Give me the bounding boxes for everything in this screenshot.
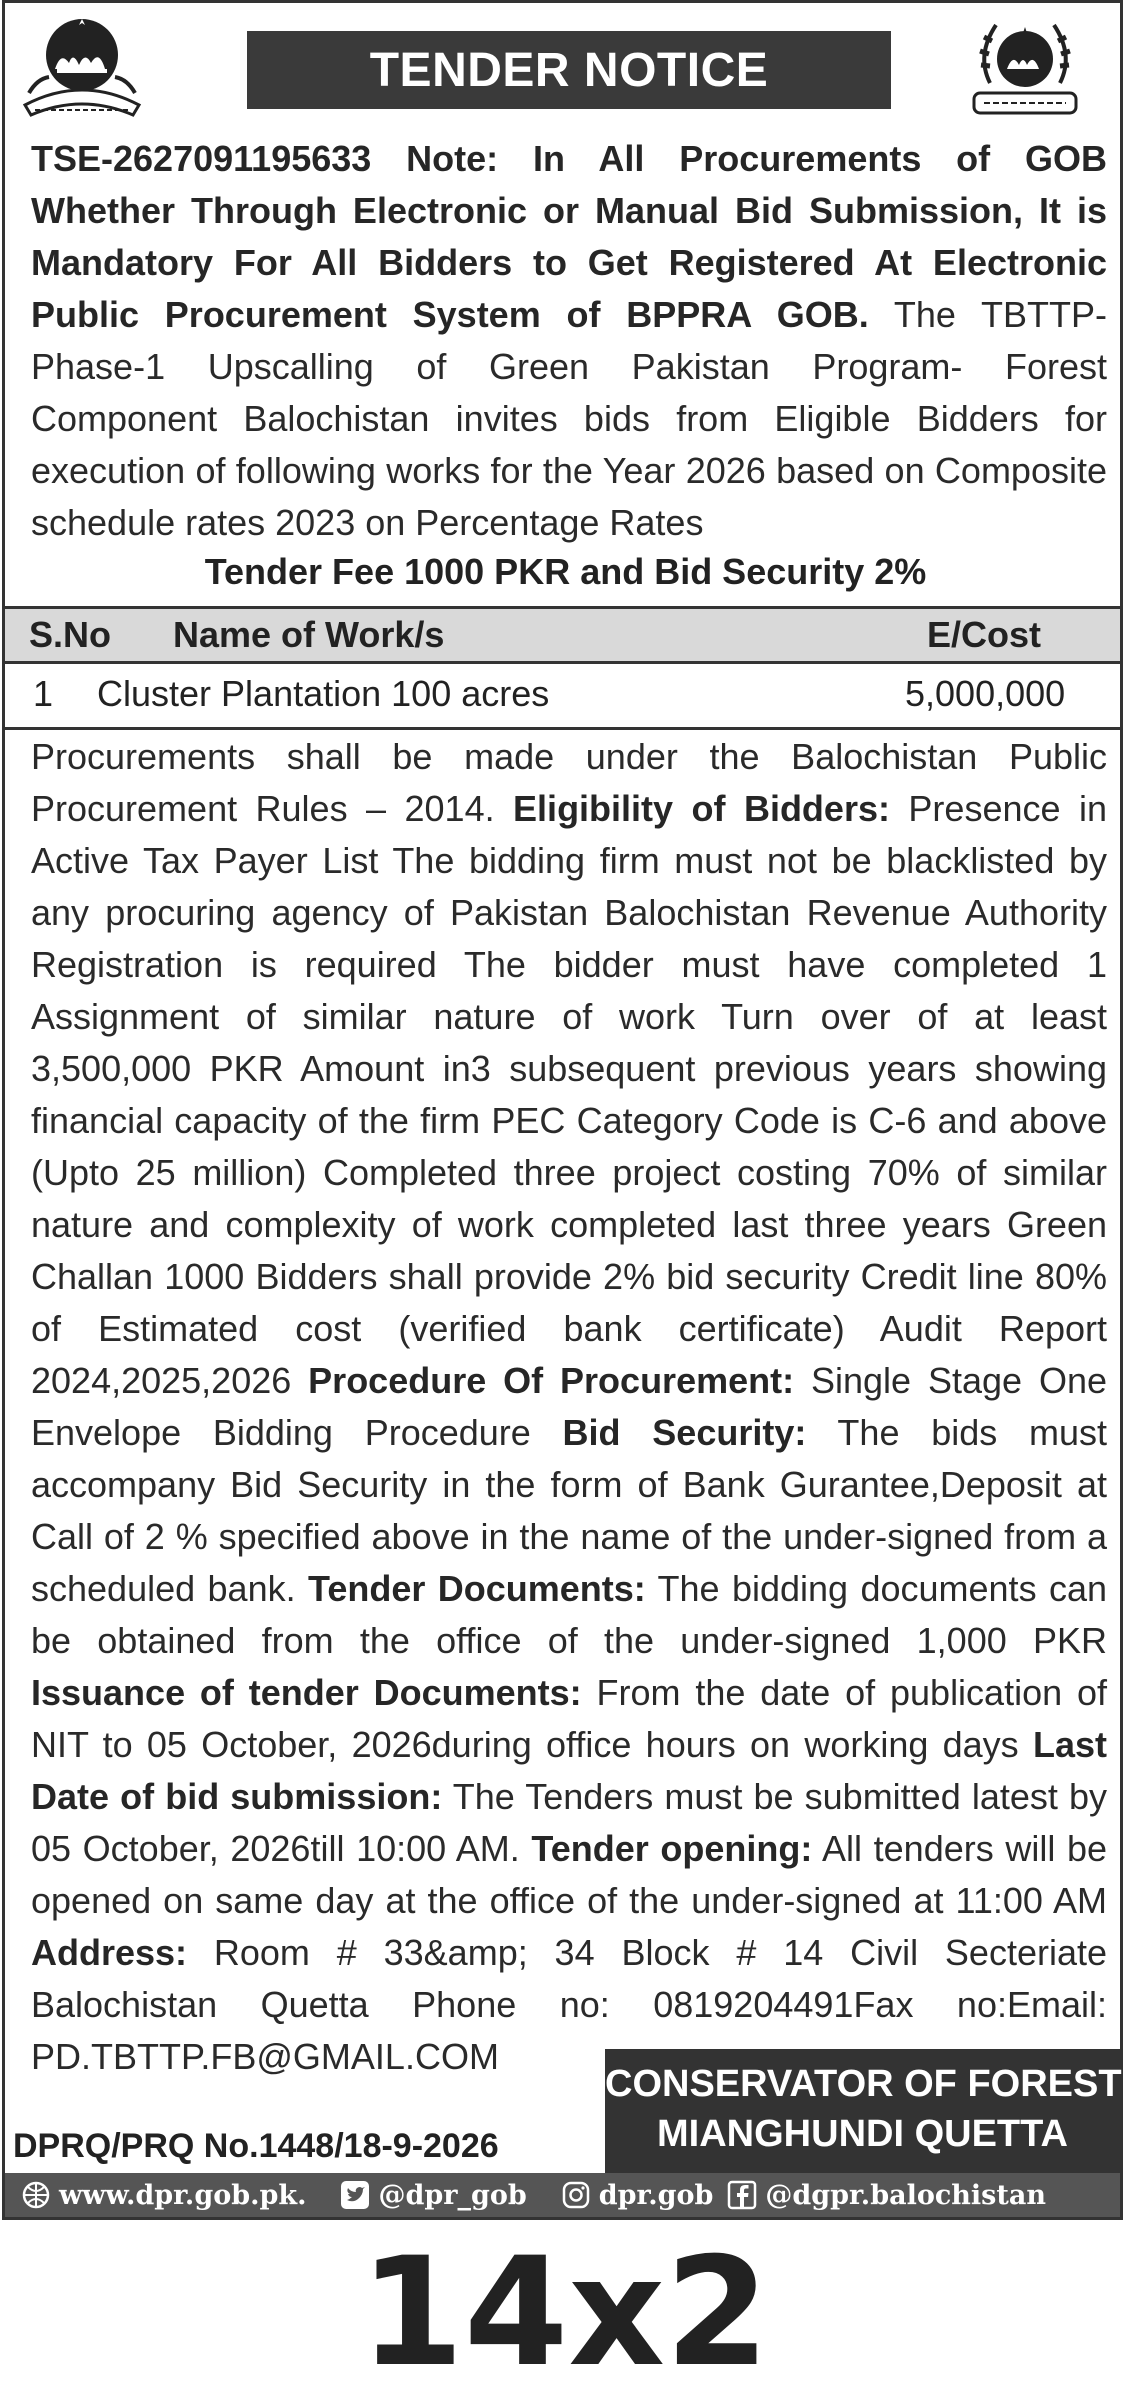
intro-text: The TBTTP-Phase-1 Upscalling of Green Pakistan Program- Forest Component Balochistan invites bids from Eligible Bidders for execution of following works for the Year 2026 based on Composite schedule rates 2023 on Percentage Rates [31,294,1107,543]
body-text-8: All tenders will be opened on same day at the office of the under-signed at 11:00 AM [31,1828,1108,1921]
body-text-3: Single Stage One Envelope Bidding Procedure [31,1360,1107,1453]
facebook-handle: @dgpr.balochistan [765,2179,1046,2211]
tender-fee-line: Tender Fee 1000 PKR and Bid Security 2% [204,551,927,592]
twitter-handle: @dpr_gob [378,2179,527,2211]
instagram-icon [561,2180,591,2210]
globe-icon [21,2180,51,2210]
signing-authority [605,2049,1120,2173]
website-link[interactable] [21,2180,306,2211]
notice-footer [5,2049,1120,2173]
body-text-6: From the date of publication of NIT to 05 October, 2026during office hours on working days [31,1672,1107,1765]
balochistan-government-logo [17,13,147,123]
tender-notice-title: TENDER NOTICE [247,31,891,109]
address-heading: Address: [31,1932,188,1973]
header-estimated-cost: E/Cost [927,614,1042,655]
signer-title: CONSERVATOR OF FOREST [605,2063,1122,2105]
ad-size-label: 14x2 [359,2226,770,2400]
intro-paragraph [31,133,1107,549]
body-text-5: The bidding documents can be obtained from the office of the under-signed 1,000 PKR [31,1568,1108,1661]
row-sno: 1 [33,673,54,714]
dgpr-balochistan-logo [960,13,1090,123]
tender-documents-heading: Tender Documents: [308,1568,646,1609]
twitter-icon [340,2180,370,2210]
body-text-4: The bids must accompany Bid Security in the form of Bank Gurantee,Deposit at Call of 2 % specified above in the name of the under-signed from a scheduled bank. [31,1412,1108,1609]
row-estimated-cost: 5,000,000 [905,673,1066,714]
dpr-number: DPRQ/PRQ No.1448/18-9-2026 [13,2127,499,2165]
body-text-9: Room # 33&amp; 34 Block # 14 Civil Secteriate Balochistan Quetta Phone no: 0819204491Fax no:Email: PD.TBTTP.FB@GMAIL.COM [31,1932,1107,2077]
body-text-2: Presence in Active Tax Payer List The bidding firm must not be blacklisted by any procuring agency of Pakistan Balochistan Revenue Authority Registration is required The bidder must have completed 1 Assignment of similar nature of work Turn over of at least 3,500,000 PKR Amount in3 subsequent previous years showing financial capacity of the firm PEC Category Code is C-6 and above (Upto 25 million) Completed three project costing 70% of similar nature and complexity of work completed last three years Green Challan 1000 Bidders shall provide 2% bid security Credit line 80% of Estimated cost (verified bank certificate) Audit Report 2024,2025,2026 [31,788,1107,1401]
procedure-heading: Procedure Of Procurement: [308,1360,795,1401]
body-text-1: Procurements shall be made under the Balochistan Public Procurement Rules – 2014. [31,736,1107,829]
conditions-paragraph [31,731,1107,2083]
row-name-of-work: Cluster Plantation 100 acres [97,673,550,714]
facebook-icon [727,2180,757,2210]
works-table-header [5,606,1120,664]
last-date-heading: Last Date of bid submission: [31,1724,1107,1817]
eligibility-heading: Eligibility of Bidders: [513,788,890,829]
header-sno: S.No [29,614,112,655]
instagram-link[interactable] [561,2180,714,2211]
facebook-link[interactable] [727,2180,1046,2211]
table-row [5,661,1120,730]
twitter-link[interactable] [340,2180,526,2211]
intro-note-bold: TSE-2627091195633 Note: In All Procurements of GOB Whether Through Electronic or Manual Bid Submission, It is Mandatory For All Bidders to Get Registered At Electronic Public Procurement System of BPPRA GOB. [31,138,1107,335]
tender-opening-heading: Tender opening: [531,1828,813,1869]
header-name-of-work: Name of Work/s [173,614,445,655]
issuance-heading: Issuance of tender Documents: [31,1672,582,1713]
social-links-bar [5,2173,1120,2217]
signer-location: MIANGHUNDI QUETTA [657,2113,1068,2155]
body-text-7: The Tenders must be submitted latest by 05 October, 2026till 10:00 AM. [31,1776,1107,1869]
bid-security-heading: Bid Security: [562,1412,807,1453]
instagram-handle: dpr.gob [598,2179,714,2211]
tender-notice-sheet [2,0,1123,2220]
website-text: www.dpr.gob.pk. [59,2179,307,2211]
